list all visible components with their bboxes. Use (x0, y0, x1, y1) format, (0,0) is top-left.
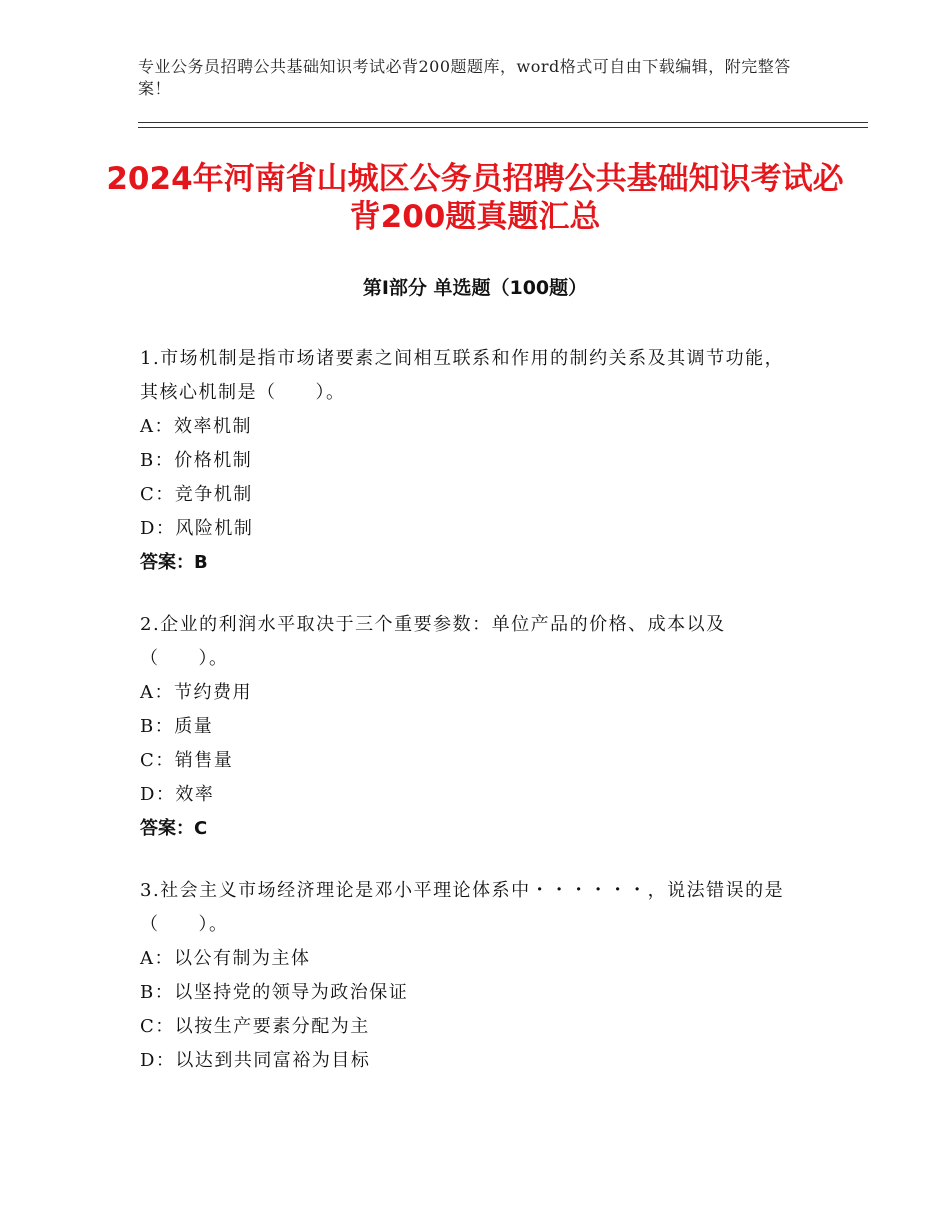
option-a: A：以公有制为主体 (140, 948, 311, 969)
question-list (140, 342, 800, 1106)
option-d: D：风险机制 (140, 518, 254, 539)
option-b: B：价格机制 (140, 450, 253, 471)
option-c: C：竞争机制 (140, 484, 253, 505)
question-stem: 3.社会主义市场经济理论是邓小平理论体系中・・・・・・，说法错误的是（ ）。 (140, 880, 785, 935)
section-heading: 第Ⅰ部分 单选题（100题） (362, 277, 588, 299)
answer-label: 答案：B (140, 552, 208, 573)
header-divider (138, 122, 868, 128)
header-note: 专业公务员招聘公共基础知识考试必背200题题库，word格式可自由下载编辑，附完整答案！ (138, 57, 791, 98)
option-c: C：销售量 (140, 750, 234, 771)
option-d: D：以达到共同富裕为目标 (140, 1050, 371, 1071)
option-d: D：效率 (140, 784, 215, 805)
question-stem: 1.市场机制是指市场诸要素之间相互联系和作用的制约关系及其调节功能，其核心机制是（ ）。 (140, 348, 785, 403)
question-3 (140, 874, 800, 1078)
document-title: 2024年河南省山城区公务员招聘公共基础知识考试必背200题真题汇总 (106, 161, 844, 235)
option-a: A：节约费用 (140, 682, 252, 703)
option-b: B：以坚持党的领导为政治保证 (140, 982, 409, 1003)
option-c: C：以按生产要素分配为主 (140, 1016, 370, 1037)
option-a: A：效率机制 (140, 416, 252, 437)
answer-label: 答案：C (140, 818, 208, 839)
question-1 (140, 342, 800, 580)
question-stem: 2.企业的利润水平取决于三个重要参数：单位产品的价格、成本以及（ ）。 (140, 614, 726, 669)
option-b: B：质量 (140, 716, 214, 737)
question-2 (140, 608, 800, 846)
